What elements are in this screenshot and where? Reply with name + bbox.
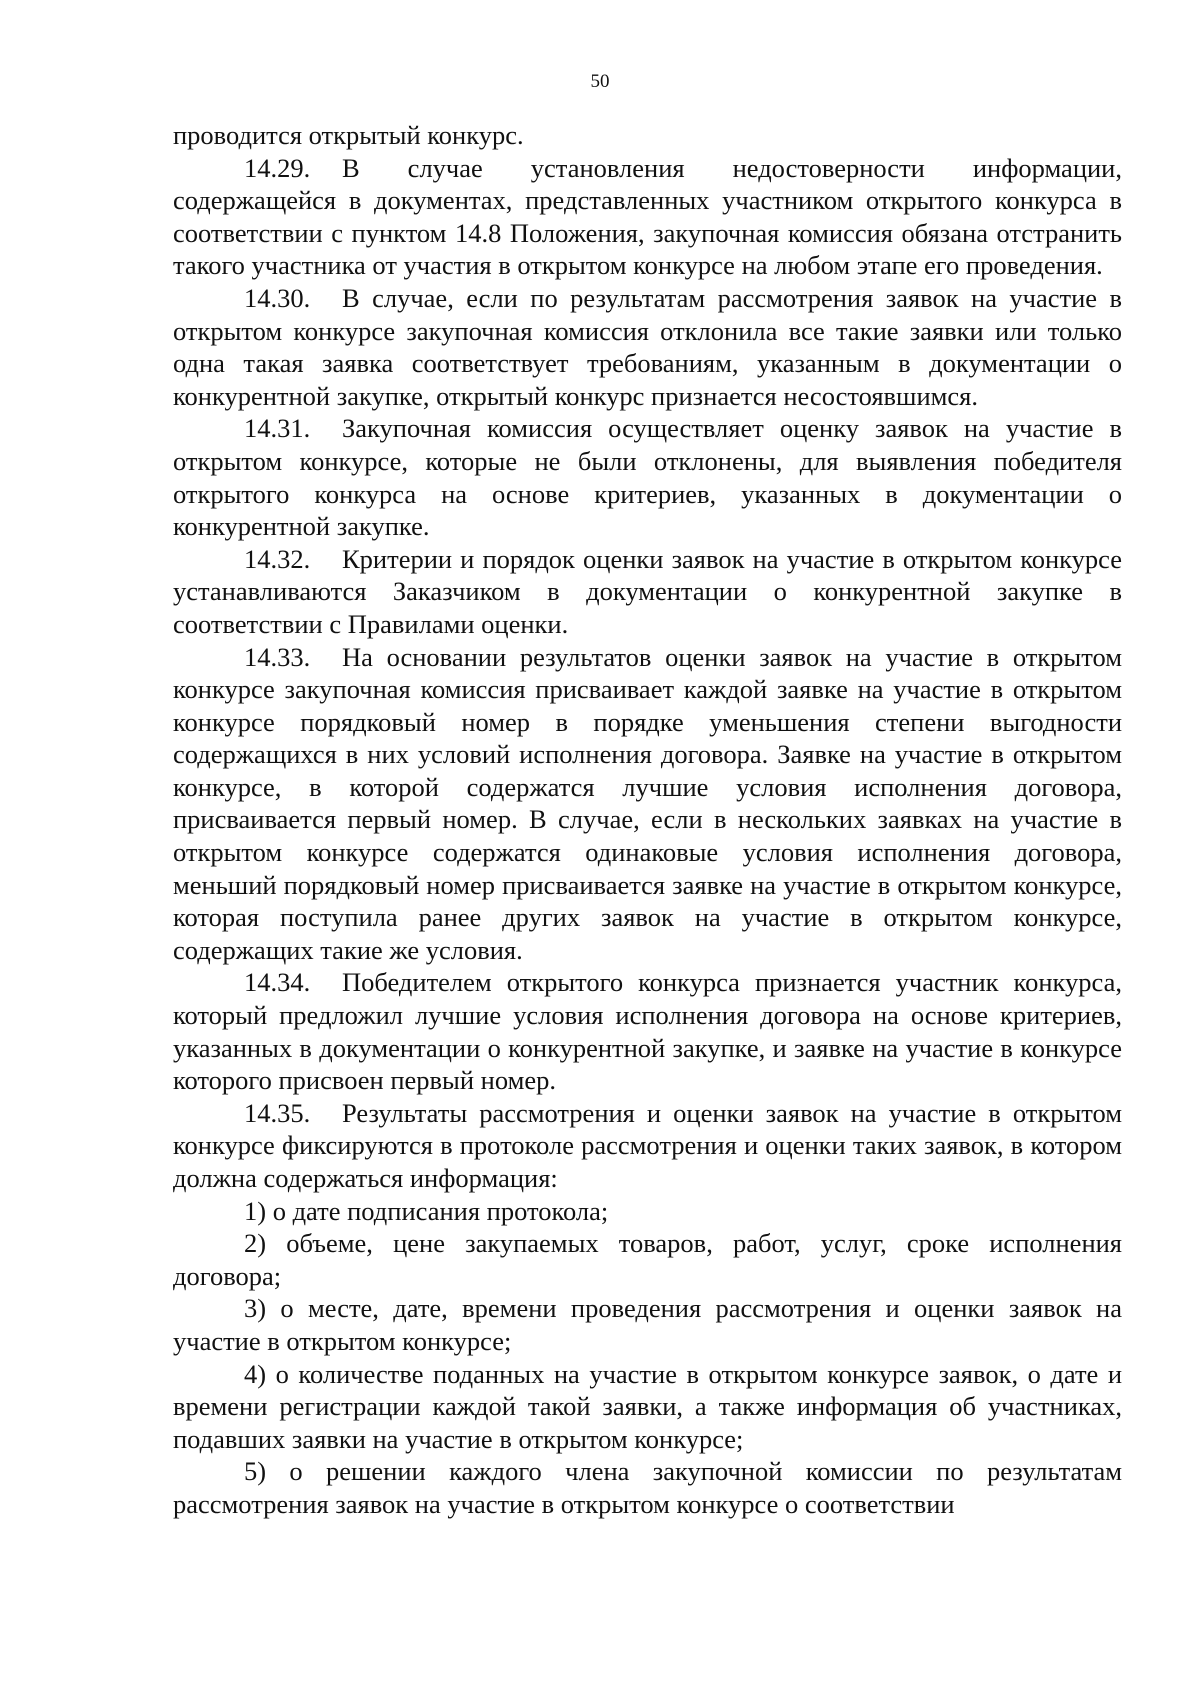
list-item-1 xyxy=(173,1195,1122,1228)
paragraph-text: Критерии и порядок оценки заявок на участие в открытом конкурсе устанавливаются Заказчиком в документации о конкурентной закупке в соответствии с Правилами оценки. xyxy=(173,543,1122,639)
paragraph-number: 14.35. xyxy=(244,1097,311,1128)
paragraph-text: Результаты рассмотрения и оценки заявок на участие в открытом конкурсе фиксируются в протоколе рассмотрения и оценки таких заявок, в котором должна содержаться информация: xyxy=(173,1097,1122,1193)
list-item-number: 1) xyxy=(244,1195,267,1226)
list-item-2 xyxy=(173,1227,1122,1292)
list-item-text: о месте, дате, времени проведения рассмотрения и оценки заявок на участие в открытом конкурсе; xyxy=(173,1293,1122,1356)
list-item-text: о количестве поданных на участие в открытом конкурсе заявок, о дате и времени регистрации каждой такой заявки, а также информация об участниках, подавших заявки на участие в открытом конкурсе; xyxy=(173,1358,1123,1454)
paragraph-text: В случае, если по результатам рассмотрения заявок на участие в открытом конкурсе закупочная комиссия отклонила все такие заявки или только одна такая заявка соответствует требованиям, указанным в документации о конкурентной закупке, открытый конкурс признается несостоявшимся. xyxy=(173,282,1122,411)
paragraph-number: 14.29. xyxy=(244,152,311,183)
paragraph-14-32 xyxy=(173,543,1122,641)
list-item-5 xyxy=(173,1455,1122,1520)
paragraph-text: Победителем открытого конкурса признается участник конкурса, который предложил лучшие условия исполнения договора на основе критериев, указанных в документации о конкурентной закупке, и заявке на участие в конкурсе которого присвоен первый номер. xyxy=(173,967,1122,1096)
paragraph-number: 14.30. xyxy=(244,282,311,313)
document-body xyxy=(173,119,1122,1521)
paragraph-continuation xyxy=(173,119,1122,152)
list-item-3 xyxy=(173,1292,1122,1357)
list-item-text: о решении каждого члена закупочной комиссии по результатам рассмотрения заявок на участие в открытом конкурсе о соответствии xyxy=(173,1456,1123,1519)
paragraph-text: проводится открытый конкурс. xyxy=(173,120,524,150)
paragraph-text: В случае установления недостоверности информации, содержащейся в документах, представленных участником открытого конкурса в соответствии с пунктом 14.8 Положения, закупочная комиссия обязана отстранить такого участника от участия в открытом конкурсе на любом этапе его проведения. xyxy=(173,152,1122,281)
list-item-text: объеме, цене закупаемых товаров, работ, услуг, сроке исполнения договора; xyxy=(173,1228,1122,1291)
page-number: 50 xyxy=(590,71,610,92)
list-item-number: 2) xyxy=(244,1228,267,1259)
paragraph-text: Закупочная комиссия осуществляет оценку заявок на участие в открытом конкурсе, которые не были отклонены, для выявления победителя открытого конкурса на основе критериев, указанных в документации о конкурентной закупке. xyxy=(173,413,1122,542)
list-item-4 xyxy=(173,1358,1122,1456)
list-item-text: о дате подписания протокола; xyxy=(272,1195,609,1226)
paragraph-14-31 xyxy=(173,412,1122,542)
paragraph-14-29 xyxy=(173,152,1122,282)
paragraph-14-33 xyxy=(173,641,1122,967)
paragraph-text: На основании результатов оценки заявок на участие в открытом конкурсе закупочная комиссия присваивает каждой заявке на участие в открытом конкурсе порядковый номер в порядке уменьшения степени выгодности содержащихся в них условий исполнения договора. Заявке на участие в открытом конкурсе, в которой содержатся лучшие условия исполнения договора, присваивается первый номер. В случае, если в нескольких заявках на участие в открытом конкурсе содержатся одинаковые условия исполнения договора, меньший порядковый номер присваивается заявке на участие в открытом конкурсе, которая поступила ранее других заявок на участие в открытом конкурсе, содержащих такие же условия. xyxy=(173,641,1122,965)
paragraph-number: 14.33. xyxy=(244,641,311,672)
list-item-number: 5) xyxy=(244,1456,267,1487)
paragraph-14-30 xyxy=(173,282,1122,412)
list-item-number: 3) xyxy=(244,1293,267,1324)
paragraph-number: 14.32. xyxy=(244,543,311,574)
paragraph-14-34 xyxy=(173,966,1122,1096)
paragraph-number: 14.31. xyxy=(244,413,311,444)
paragraph-14-35 xyxy=(173,1097,1122,1195)
paragraph-number: 14.34. xyxy=(244,967,311,998)
list-item-number: 4) xyxy=(244,1358,267,1389)
